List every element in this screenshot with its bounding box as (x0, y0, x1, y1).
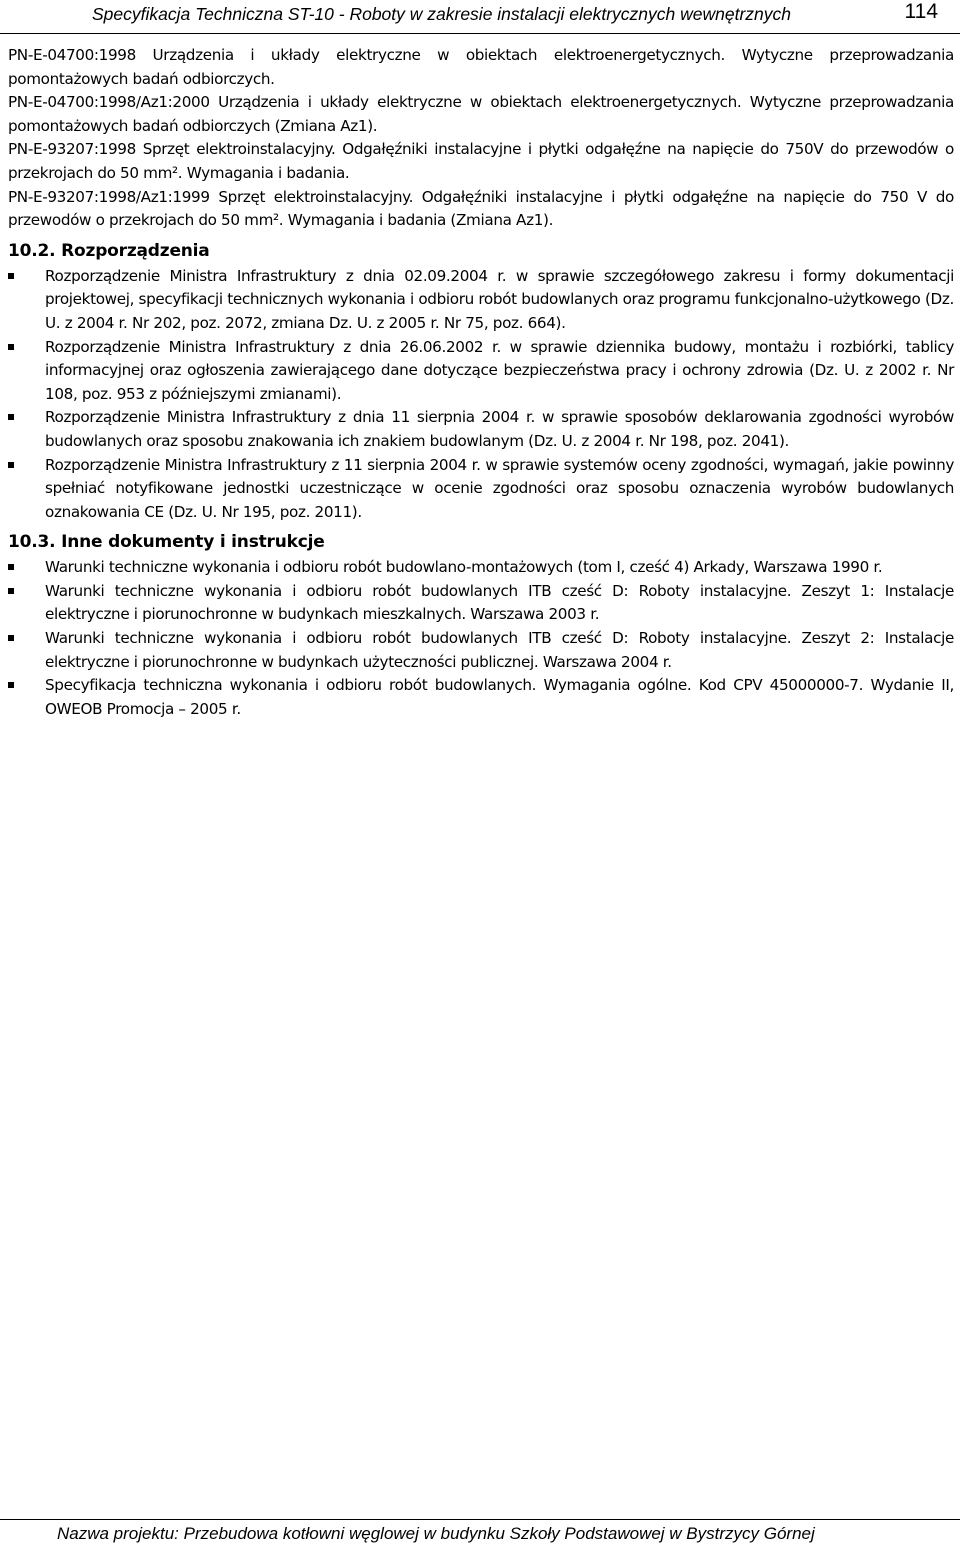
list-item-text: Rozporządzenie Ministra Infrastruktury z dnia 11 sierpnia 2004 r. w sprawie sposobów deklarowania zgodności wyrobów budowlanych oraz sposobu znakowania ich znakiem budowlanym (Dz. U. z 2004 r. Nr 198, poz. 2041). (45, 408, 954, 450)
list-item (8, 627, 954, 674)
list-item-text: Warunki techniczne wykonania i odbioru robót budowlanych ITB cześć D: Roboty instalacyjne. Zeszyt 2: Instalacje elektryczne i piorunochronne w budynkach użyteczności publicznej. Warszawa 2004 r. (45, 629, 954, 671)
page-footer (0, 1519, 960, 1549)
list-item (8, 454, 954, 525)
standard-item: PN-E-04700:1998 Urządzenia i układy elektryczne w obiektach elektroenergetycznych. Wytyczne przeprowadzania pomontażowych badań odbiorczych. (8, 46, 954, 88)
section-title: Rozporządzenia (61, 240, 210, 261)
square-bullet-icon (8, 273, 14, 279)
list-item (8, 674, 954, 721)
page-number: 114 (904, 0, 938, 23)
list-item-text: Rozporządzenie Ministra Infrastruktury z dnia 02.09.2004 r. w sprawie szczegółowego zakresu i formy dokumentacji projektowej, specyfikacji technicznych wykonania i odbioru robót budowlanych oraz programu funkcjonalno-użytkowego (Dz. U. z 2004 r. Nr 202, poz. 2072, zmiana Dz. U. z 2005 r. Nr 75, poz. 664). (45, 266, 954, 332)
list-item-text: Warunki techniczne wykonania i odbioru robót budowlanych ITB cześć D: Roboty instalacyjne. Zeszyt 1: Instalacje elektryczne i piorunochronne w budynkach mieszkalnych. Warszawa 2003 r. (45, 581, 954, 624)
standard-item: PN-E-93207:1998/Az1:1999 Sprzęt elektroinstalacyjny. Odgałęźniki instalacyjne i płytki odgałęźne na napięcie do 750 V do przewodów o przekrojach do 50 mm². Wymagania i badania (Zmiana Az1). (8, 187, 954, 230)
footer-project-name: Nazwa projektu: Przebudowa kotłowni węglowej w budynku Szkoły Podstawowej w Bystrzycy Górnej (57, 1524, 815, 1543)
page-header (0, 0, 960, 34)
list-item (8, 265, 954, 336)
document-body (8, 44, 954, 721)
list-item (8, 336, 954, 407)
list-item-text: Specyfikacja techniczna wykonania i odbioru robót budowlanych. Wymagania ogólne. Kod CPV 45000000-7. Wydanie II, OWEOB Promocja – 2005 r. (45, 676, 954, 718)
section-heading-10-3 (8, 530, 954, 554)
square-bullet-icon (8, 635, 14, 641)
list-item-text: Rozporządzenie Ministra Infrastruktury z 11 sierpnia 2004 r. w sprawie systemów oceny zgodności, wymagań, jakie powinny spełniać notyfikowane jednostki uczestniczące w ocenie zgodności oraz sposobu oznaczenia wyrobów budowlanych oznakowania CE (Dz. U. Nr 195, poz. 2011). (45, 455, 954, 521)
list-item (8, 556, 954, 580)
list-item-text: Warunki techniczne wykonania i odbioru robót budowlano-montażowych (tom I, cześć 4) Arkady, Warszawa 1990 r. (45, 558, 883, 577)
square-bullet-icon (8, 564, 14, 570)
documents-list (8, 556, 954, 721)
regulations-list (8, 265, 954, 525)
list-item (8, 580, 954, 627)
square-bullet-icon (8, 588, 14, 594)
section-number: 10.2. (8, 240, 56, 261)
square-bullet-icon (8, 344, 14, 350)
square-bullet-icon (8, 682, 14, 688)
square-bullet-icon (8, 462, 14, 468)
list-item (8, 406, 954, 453)
standard-item: PN-E-04700:1998/Az1:2000 Urządzenia i układy elektryczne w obiektach elektroenergetycznych. Wytyczne przeprowadzania pomontażowych badań odbiorczych (Zmiana Az1). (8, 93, 954, 135)
section-number: 10.3. (8, 532, 56, 553)
standard-item: PN-E-93207:1998 Sprzęt elektroinstalacyjny. Odgałęźniki instalacyjne i płytki odgałęźne na napięcie do 750V do przewodów o przekrojach do 50 mm². Wymagania i badania. (8, 140, 954, 182)
list-item-text: Rozporządzenie Ministra Infrastruktury z dnia 26.06.2002 r. w sprawie dziennika budowy, montażu i rozbiórki, tablicy informacyjnej oraz ogłoszenia zawierającego dane dotyczące bezpieczeństwa pracy i ochrony zdrowia (Dz. U. z 2002 r. Nr 108, poz. 953 z późniejszymi zmianami). (45, 337, 954, 403)
section-heading-10-2 (8, 239, 954, 263)
section-title: Inne dokumenty i instrukcje (61, 532, 325, 553)
square-bullet-icon (8, 414, 14, 420)
header-title: Specyfikacja Techniczna ST-10 - Roboty w zakresie instalacji elektrycznych wewnętrznych (92, 4, 792, 24)
